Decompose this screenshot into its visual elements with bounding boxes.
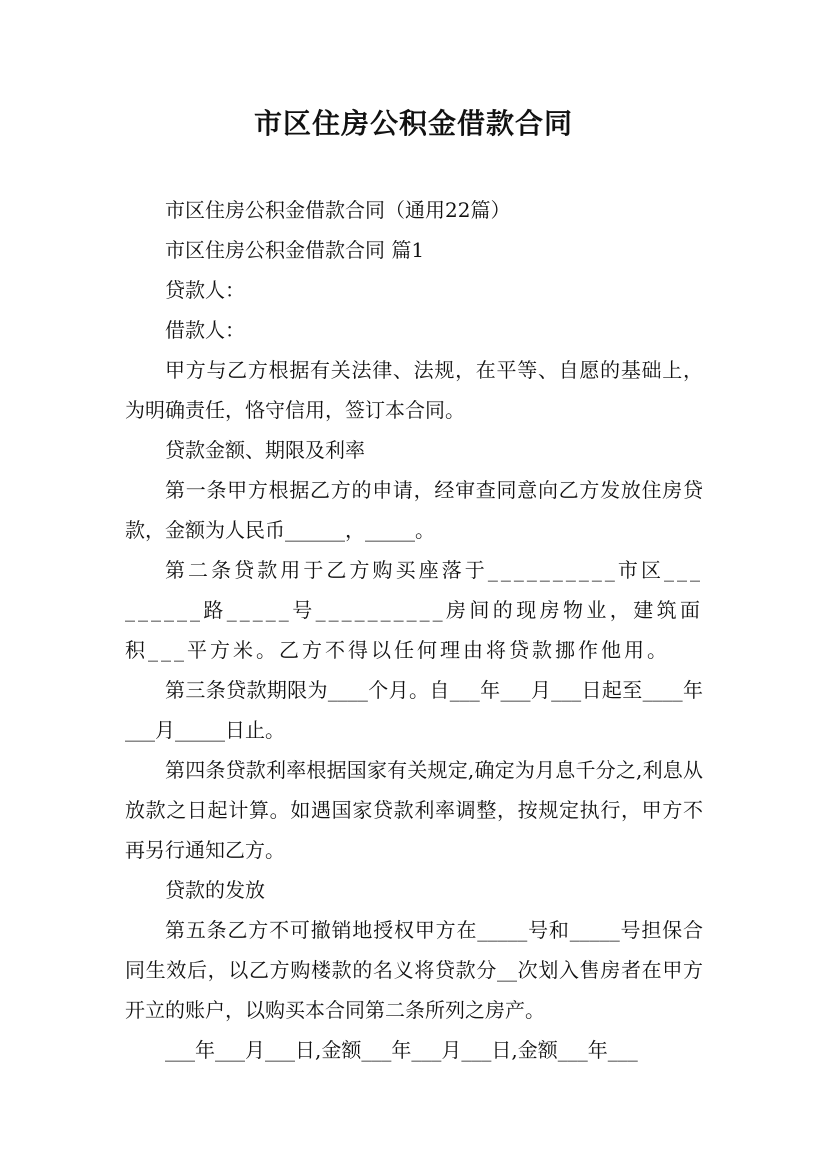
paragraph-article-1: 第一条甲方根据乙方的申请，经审查同意向乙方发放住房贷款，金额为人民币______，_____。 <box>125 478 703 542</box>
paragraph-borrower: 借款人： <box>165 318 245 342</box>
paragraph-article-2: 第二条贷款用于乙方购买座落于__________市区_________路_____号__________房间的现房物业，建筑面积___平方米。乙方不得以任何理由将贷款挪作他用。 <box>125 558 703 662</box>
paragraph-schedule: ___年___月___日,金额___年___月___日,金额___年___ <box>165 1038 638 1062</box>
paragraph-heading-disbursement: 贷款的发放 <box>165 878 265 902</box>
paragraph-preamble: 甲方与乙方根据有关法律、法规，在平等、自愿的基础上，为明确责任，恪守信用，签订本合同。 <box>125 358 703 422</box>
document-title: 市区住房公积金借款合同 <box>253 107 573 140</box>
paragraph-section-heading: 市区住房公积金借款合同 篇1 <box>165 238 425 262</box>
document-body <box>125 190 703 1070</box>
paragraph-lender: 贷款人： <box>165 278 245 302</box>
paragraph-article-3: 第三条贷款期限为____个月。自___年___月___日起至____年___月_____日止。 <box>125 678 703 742</box>
paragraph-subtitle: 市区住房公积金借款合同（通用22篇） <box>165 198 511 222</box>
paragraph-article-5: 第五条乙方不可撤销地授权甲方在_____号和_____号担保合同生效后，以乙方购楼款的名义将贷款分__次划入售房者在甲方开立的账户，以购买本合同第二条所列之房产。 <box>125 918 703 1022</box>
paragraph-heading-amount: 贷款金额、期限及利率 <box>165 438 365 462</box>
paragraph-article-4: 第四条贷款利率根据国家有关规定,确定为月息千分之,利息从放款之日起计算。如遇国家贷款利率调整，按规定执行，甲方不再另行通知乙方。 <box>125 758 703 862</box>
